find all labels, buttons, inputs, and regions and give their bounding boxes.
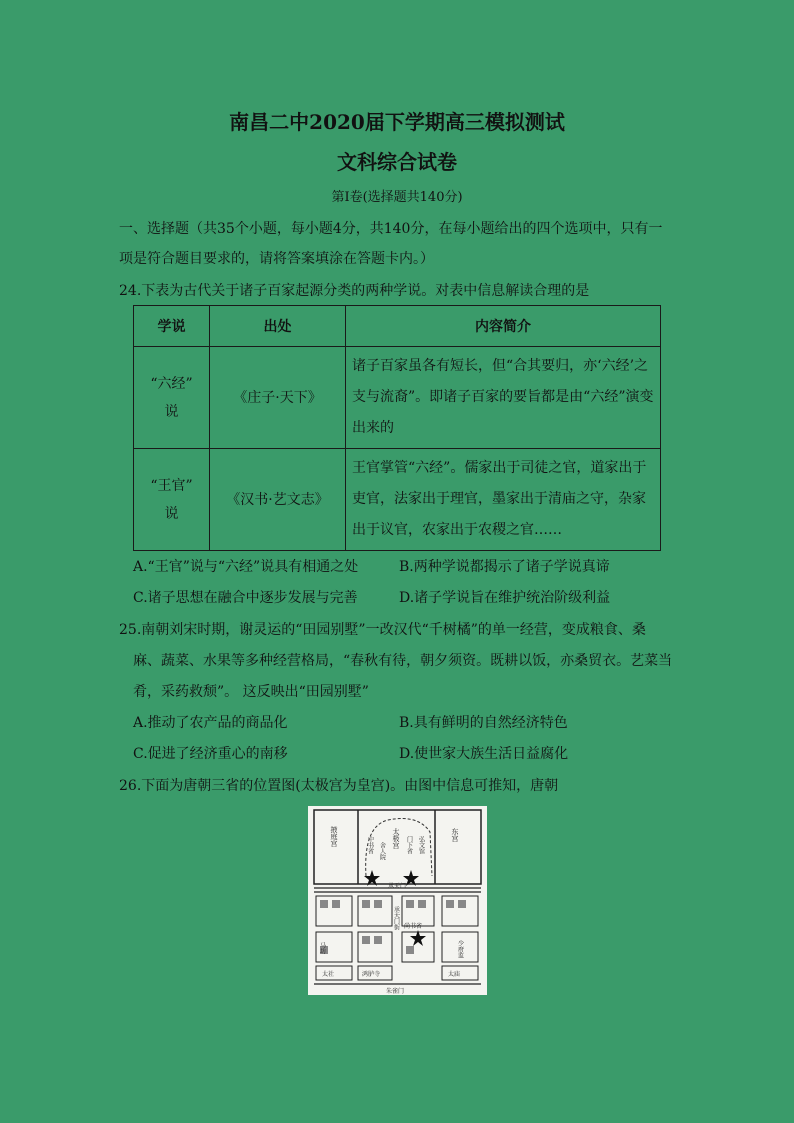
table-cell-theory [134, 347, 210, 449]
map-label-honglusi: 鸿胪寺 [362, 971, 381, 978]
tang-three-departments-map [308, 806, 487, 995]
table-cell-content: 诸子百家虽各有短长，但“合其要归，亦‘六经’之支与流裔”。即诸子百家的要旨都是由“六经”演变出来的 [346, 347, 661, 449]
page-title: 南昌二中2020届下学期高三模拟测试 [229, 110, 565, 134]
table-header: 学说 [134, 306, 210, 347]
table-cell-source: 《庄子·天下》 [210, 347, 346, 449]
theory-name: “六经” [150, 375, 193, 392]
option-b: B.两种学说都揭示了诸子学说真谛 [399, 559, 610, 575]
map-label-gate-south: 朱雀门 [386, 988, 405, 995]
intro-line-1: 一、选择题（共35个小题，每小题4分，共140分，在每小题给出的四个选项中，只有一 [119, 221, 663, 237]
question-24-table [133, 305, 661, 551]
map-label-shaofu: 少府监 [456, 940, 464, 958]
question-24-stem: 24.下表为古代关于诸子百家起源分类的两种学说。对表中信息解读合理的是 [119, 283, 590, 299]
map-label-street: 承天门街 [392, 906, 400, 930]
table-row [134, 347, 661, 449]
map-label-west-palace: 掖庭宫 [330, 826, 338, 847]
map-label-mafang: 马坊 [318, 942, 326, 954]
map-label-sheren: 舍人院 [378, 842, 386, 860]
intro-line-2: 项是符合题目要求的，请将答案填涂在答题卡内。） [119, 251, 434, 267]
option-c: C.诸子思想在融合中逐步发展与完善 [133, 590, 358, 606]
question-25-line-2: 麻、蔬菜、水果等多种经营格局，“春秋有待，朝夕须资。既耕以饭，亦桑贸衣。艺菜当 [133, 653, 673, 669]
theory-name: “王官” [150, 477, 193, 494]
option-a: A.“王官”说与“六经”说具有相通之处 [133, 559, 359, 575]
map-label-zhongshu: 中书省 [366, 836, 374, 854]
table-header: 内容简介 [346, 306, 661, 347]
theory-suffix: 说 [164, 403, 179, 420]
map-label-east-palace: 东宫 [451, 828, 459, 842]
question-25-line-3: 肴，采药救颓”。 这反映出“田园别墅” [133, 684, 369, 700]
map-label-gate-north: 承天门 [388, 883, 407, 890]
map-label-hongwen: 弘文馆 [417, 836, 425, 854]
theory-suffix: 说 [164, 505, 179, 522]
map-label-center-palace: 太极宫 [392, 828, 400, 849]
option-c: C.促进了经济重心的南移 [133, 746, 288, 762]
map-label-taishe: 太社 [322, 971, 335, 978]
option-d: D.诸子学说旨在维护统治阶级利益 [399, 590, 611, 606]
option-d: D.使世家大族生活日益腐化 [399, 746, 569, 762]
option-a: A.推动了农产品的商品化 [133, 715, 288, 731]
question-26-stem: 26.下面为唐朝三省的位置图(太极宫为皇宫)。由图中信息可推知，唐朝 [119, 778, 559, 794]
table-cell-source: 《汉书·艺文志》 [210, 449, 346, 551]
map-drawing [308, 806, 487, 995]
map-label-menxia: 门下省 [405, 836, 413, 854]
map-label-taimiao: 太庙 [448, 971, 461, 978]
option-b: B.具有鲜明的自然经济特色 [399, 715, 568, 731]
table-row [134, 449, 661, 551]
map-label-shangshu: 尚书省 [404, 923, 423, 930]
table-header: 出处 [210, 306, 346, 347]
table-cell-theory [134, 449, 210, 551]
table-header-row [134, 306, 661, 347]
question-25-line-1: 25.南朝刘宋时期，谢灵运的“田园别墅”一改汉代“千树橘”的单一经营，变成粮食、桑 [119, 622, 646, 638]
section-label: 第Ⅰ卷(选择题共140分) [331, 190, 463, 205]
page-subtitle: 文科综合试卷 [337, 150, 457, 174]
table-cell-content: 王官掌管“六经”。儒家出于司徒之官，道家出于吏官，法家出于理官，墨家出于清庙之守，杂家出于议官，农家出于农稷之官…… [346, 449, 661, 551]
